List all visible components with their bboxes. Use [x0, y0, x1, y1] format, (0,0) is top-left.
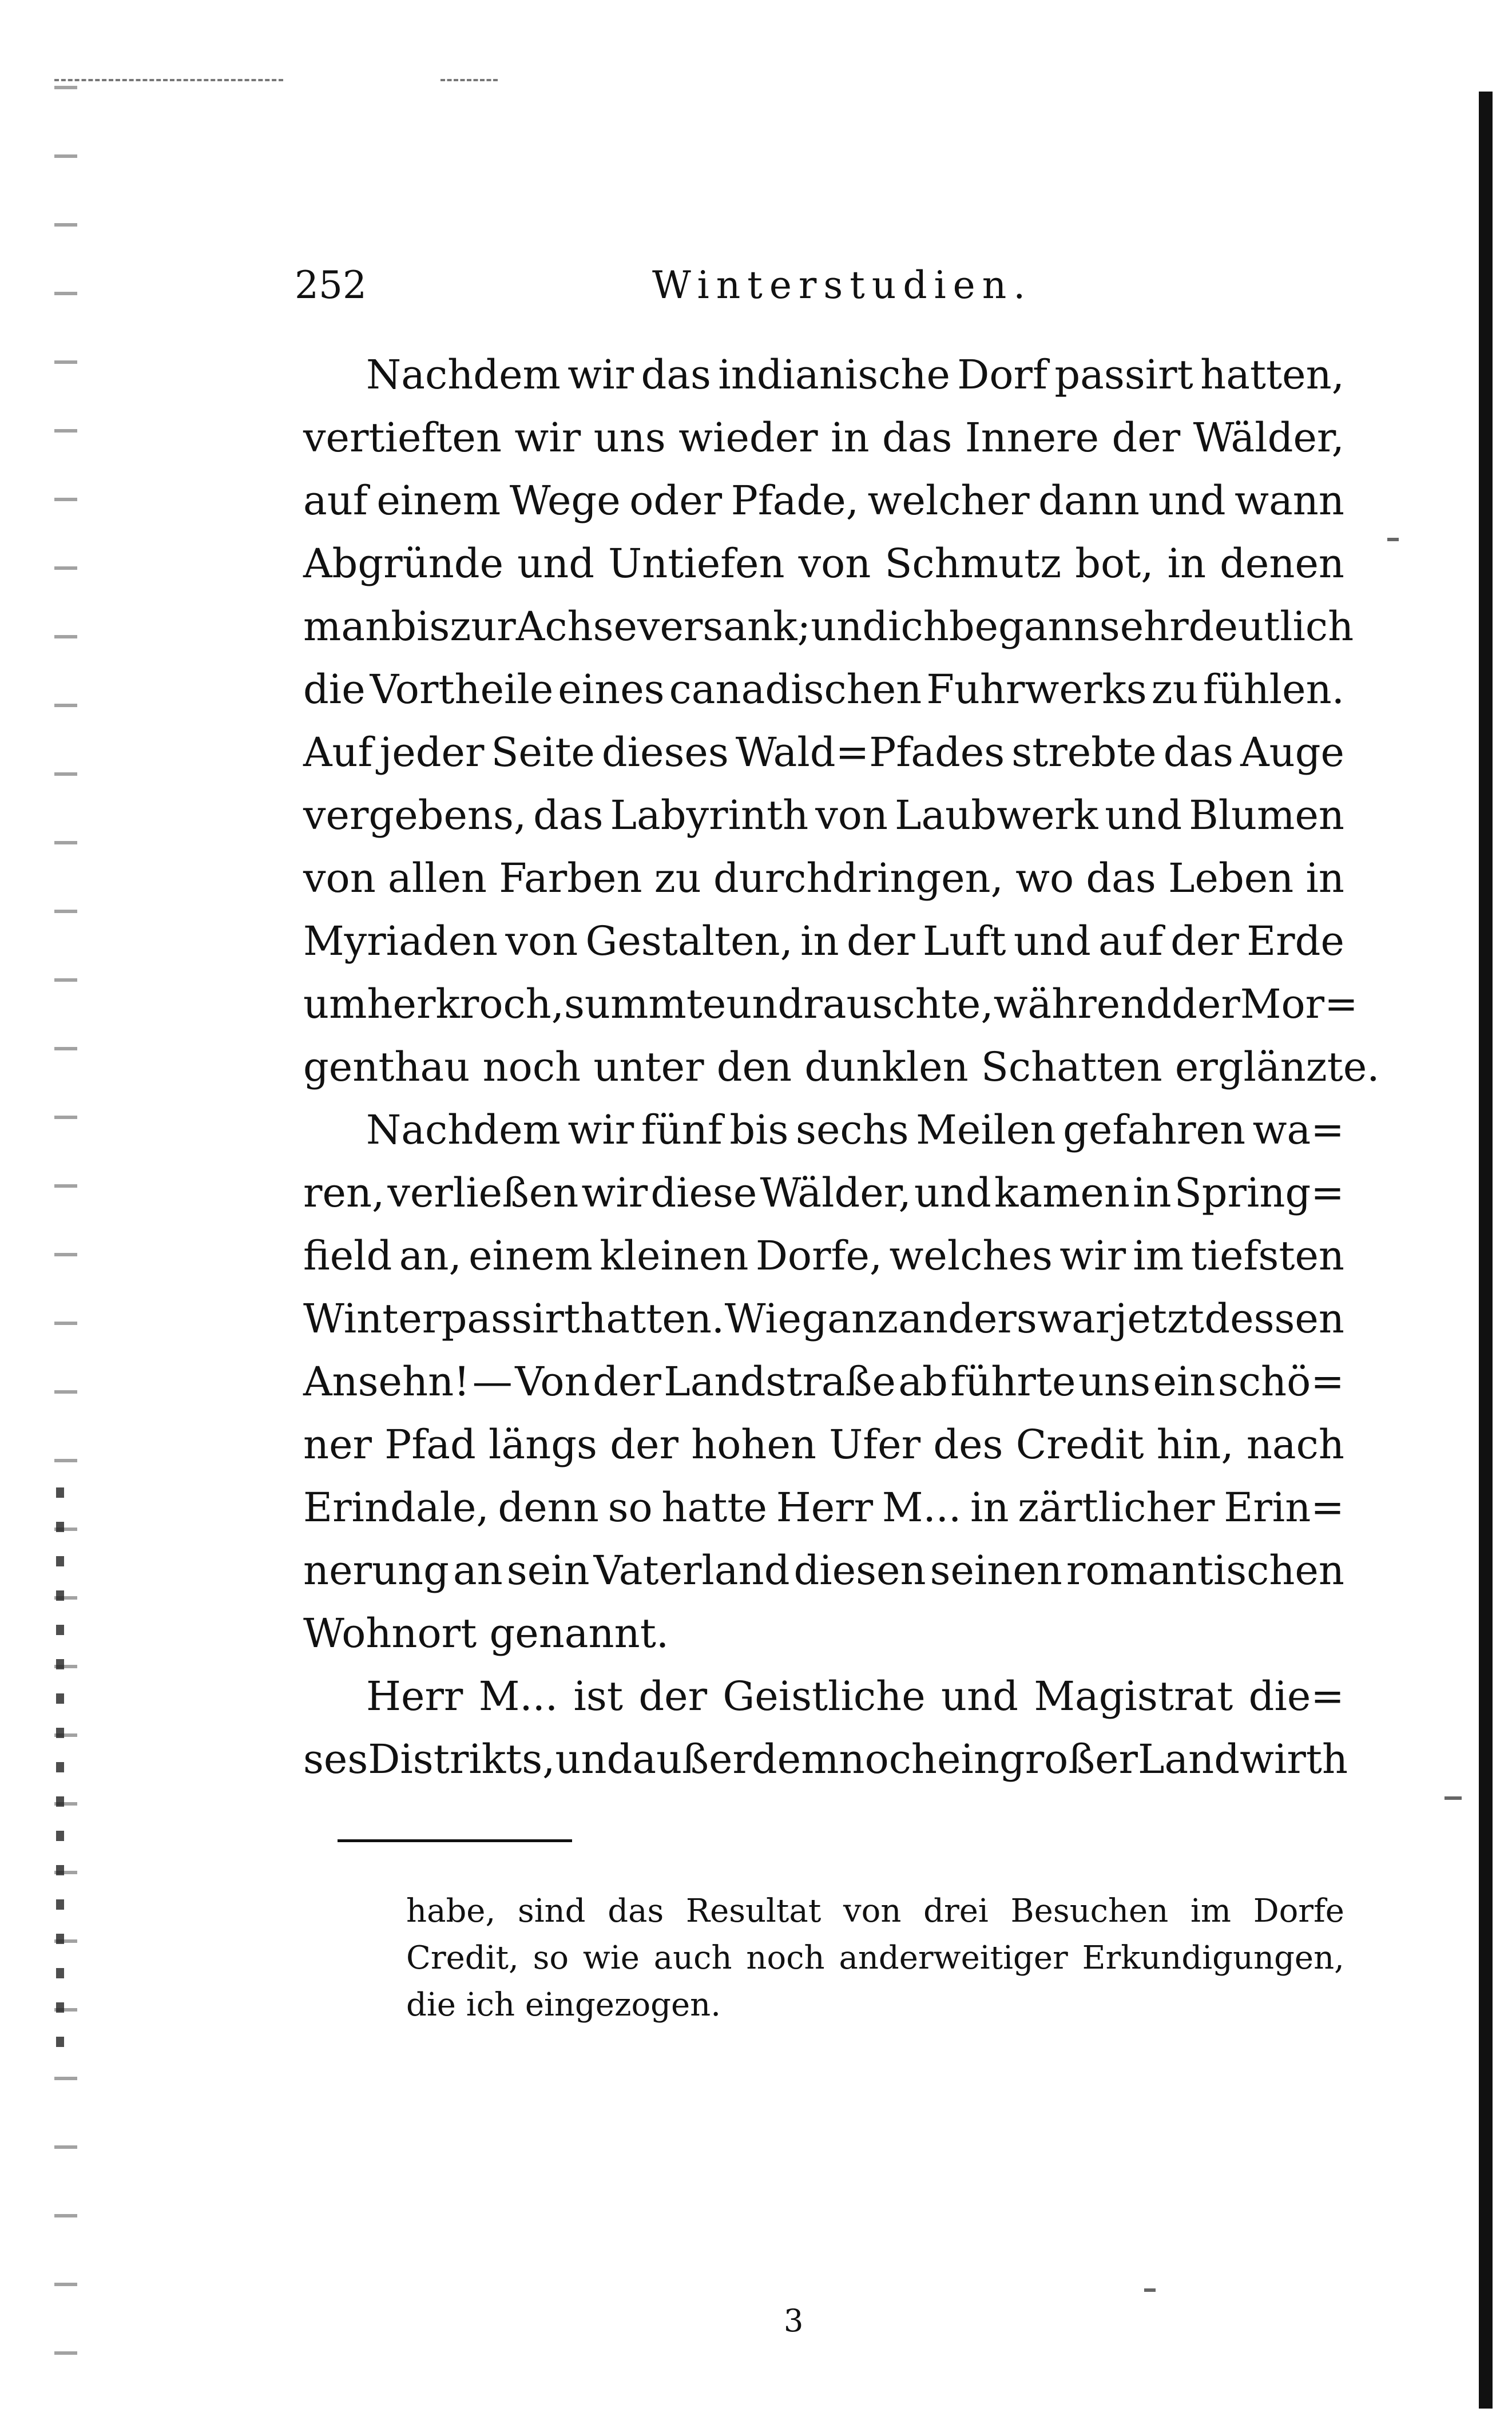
text-line: Auf jeder Seite dieses Wald=Pfades strebte das Auge [303, 729, 1344, 776]
page-edge-shadow [1479, 92, 1493, 2409]
text-line: ner Pfad längs der hohen Ufer des Credit hin, nach [303, 1421, 1344, 1468]
text-line: Nachdem wir das indianische Dorf passirt hatten, [366, 351, 1344, 398]
text-line: von allen Farben zu durchdringen, wo das Leben in [303, 855, 1344, 902]
running-head [295, 263, 1393, 315]
text-line: nerung an sein Vaterland diesen seinen romantischen [303, 1547, 1344, 1594]
footnote [406, 1888, 1344, 2029]
text-line: Herr M... ist der Geistliche und Magistrat die= [366, 1673, 1344, 1720]
text-line: Winter passirt hatten. Wie ganz anders war jetzt dessen [303, 1295, 1344, 1342]
running-title: Winterstudien. [652, 263, 1033, 307]
text-line: umher kroch, summte und rauschte, während der Mor= [303, 981, 1358, 1027]
footnote-rule [338, 1839, 572, 1842]
text-line: Myriaden von Gestalten, in der Luft und auf der Erde [303, 918, 1344, 965]
text-line: Nachdem wir fünf bis sechs Meilen gefahren wa= [366, 1106, 1344, 1153]
text-line: Wohnort genannt. [303, 1610, 669, 1657]
text-line: man bis zur Achse versank; und ich begann sehr deutlich [303, 603, 1354, 650]
margin-mark [1387, 538, 1399, 541]
text-line: ses Distrikts, und außerdem noch ein großer Landwirth [303, 1736, 1348, 1783]
text-line: vertieften wir uns wieder in das Innere der Wälder, [303, 414, 1344, 461]
text-line: Abgründe und Untiefen von Schmutz bot, in denen [303, 540, 1344, 587]
text-line: genthau noch unter den dunklen Schatten erglänzte. [303, 1044, 1380, 1090]
text-line: ren, verließen wir diese Wälder, und kamen in Spring= [303, 1169, 1344, 1216]
scan-edge-line [54, 79, 283, 81]
text-line: die Vortheile eines canadischen Fuhrwerks zu fühlen. [303, 666, 1344, 713]
text-line: Erindale, denn so hatte Herr M... in zärtlicher Erin= [303, 1484, 1344, 1531]
footnote-line: habe, sind das Resultat von drei Besuchen im Dorfe [406, 1893, 1344, 1930]
scan-edge-line [440, 79, 498, 81]
footnote-line: Credit, so wie auch noch anderweitiger Erkundigungen, [406, 1939, 1344, 1977]
margin-mark [1444, 1796, 1462, 1800]
scan-margin-artifacts [56, 1487, 64, 2060]
text-line: auf einem Wege oder Pfade, welcher dann und wann [303, 477, 1344, 524]
printer-signature-mark: 3 [784, 2303, 804, 2339]
margin-mark [1144, 2288, 1156, 2292]
text-line: field an, einem kleinen Dorfe, welches wir im tiefsten [303, 1232, 1344, 1279]
text-line: Ansehn! — Von der Landstraße ab führte uns ein schö= [303, 1358, 1344, 1405]
footnote-line: die ich eingezogen. [406, 1986, 721, 2024]
body-text [303, 343, 1380, 1791]
text-line: vergebens, das Labyrinth von Laubwerk und Blumen [303, 792, 1344, 839]
page-number: 252 [295, 263, 367, 307]
